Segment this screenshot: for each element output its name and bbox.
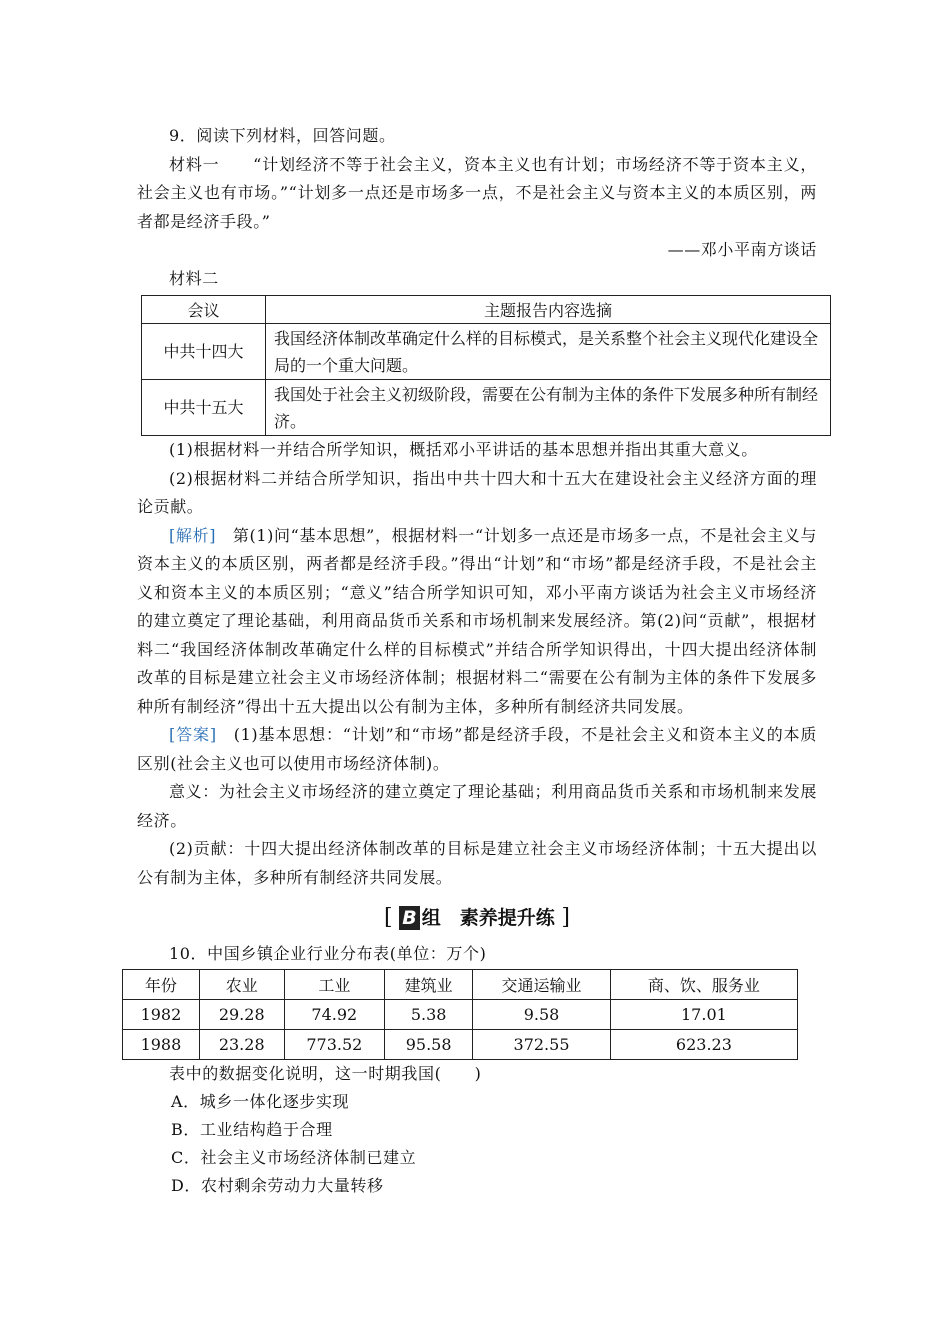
table-cell: 1988 xyxy=(123,1029,200,1059)
answer-2: (2)贡献：十四大提出经济体制改革的目标是建立社会主义市场经济体制；十五大提出以公有制为主体，多种所有制经济共同发展。 xyxy=(137,839,817,887)
table-header-cell: 工业 xyxy=(284,969,384,999)
table-cell: 9.58 xyxy=(473,999,611,1029)
material-two-label: 材料二 xyxy=(169,268,219,288)
table-cell: 773.52 xyxy=(284,1029,384,1059)
material-one-text: “计划经济不等于社会主义，资本主义也有计划；市场经济不等于资本主义，社会主义也有市场。”“计划多一点还是市场多一点，不是社会主义与资本主义的本质区别，两者都是经济手段。” xyxy=(137,154,817,231)
analysis-text: 第(1)问“基本思想”，根据材料一“计划多一点还是市场多一点，不是社会主义与资本主义的本质区别，两者都是经济手段。”得出“计划”和“市场”都是经济手段，不是社会主义和资本主义的本质区别；“意义”结合所学知识可知，邓小平南方谈话为社会主义市场经济的建立奠定了理论基础，利用商品货币关系和市场机制来发展经济。第(2)问“贡献”，根据材料二“我国经济体制改革确定什么样的目标模式”并结合所学知识得出，十四大提出经济体制改革的目标是建立社会主义市场经济体制；根据材料二“需要在公有制为主体的条件下发展多种所有制经济”得出十五大提出以公有制为主体，多种所有制经济共同发展。 xyxy=(137,525,817,716)
table-row xyxy=(123,1029,798,1059)
table-cell: 29.28 xyxy=(199,999,284,1029)
table-header-cell: 农业 xyxy=(199,969,284,999)
table-row xyxy=(123,999,798,1029)
table-cell: 95.58 xyxy=(385,1029,473,1059)
material-one-label: 材料一 xyxy=(169,154,220,174)
table-cell-meeting: 中共十五大 xyxy=(142,380,266,436)
q10-stem: 10．中国乡镇企业行业分布表(单位：万个) xyxy=(169,944,487,963)
option-a: A．城乡一体化逐步实现 xyxy=(171,1092,350,1111)
material-two-table xyxy=(141,295,831,436)
table-cell: 17.01 xyxy=(610,999,797,1029)
q10-question: 表中的数据变化说明，这一时期我国( ) xyxy=(169,1063,482,1083)
section-bracket-open: [ xyxy=(384,905,393,930)
document-page xyxy=(137,122,817,1200)
table-header-row xyxy=(123,969,798,999)
material-one-source: ——邓小平南方谈话 xyxy=(667,240,817,259)
table-cell-meeting: 中共十四大 xyxy=(142,324,266,380)
table-header-row xyxy=(142,296,831,324)
answer-1-text: (1)基本思想：“计划”和“市场”都是经济手段，不是社会主义和资本主义的本质区别(社会主义也可以使用市场经济体制)。 xyxy=(137,725,818,773)
table-row xyxy=(142,380,831,436)
analysis xyxy=(137,522,817,722)
q9-stem: 9．阅读下列材料，回答问题。 xyxy=(169,126,396,145)
material-one xyxy=(137,151,817,237)
option-b: B．工业结构趋于合理 xyxy=(171,1120,333,1139)
section-bracket-close: ] xyxy=(561,905,570,930)
table-header-cell: 商、饮、服务业 xyxy=(610,969,797,999)
answer-1 xyxy=(137,721,817,778)
section-letter: B xyxy=(399,906,419,930)
table-cell-content: 我国经济体制改革确定什么样的目标模式，是关系整个社会主义现代化建设全局的一个重大问题。 xyxy=(266,324,831,380)
answer-1-significance: 意义：为社会主义市场经济的建立奠定了理论基础；利用商品货币关系和市场机制来发展经济。 xyxy=(137,782,817,830)
section-banner xyxy=(137,900,817,936)
section-title: 组 素养提升练 xyxy=(421,907,555,929)
answer-tag: [答案] xyxy=(169,725,217,744)
option-c: C．社会主义市场经济体制已建立 xyxy=(171,1148,417,1167)
table-cell: 5.38 xyxy=(385,999,473,1029)
table-cell: 23.28 xyxy=(199,1029,284,1059)
q10-table xyxy=(122,969,798,1060)
option-d: D．农村剩余劳动力大量转移 xyxy=(171,1176,384,1195)
table-cell-content: 我国处于社会主义初级阶段，需要在公有制为主体的条件下发展多种所有制经济。 xyxy=(266,380,831,436)
table-header-cell: 主题报告内容选摘 xyxy=(266,296,831,324)
q9-sub-question-1: (1)根据材料一并结合所学知识，概括邓小平讲话的基本思想并指出其重大意义。 xyxy=(169,440,758,459)
table-header-cell: 会议 xyxy=(142,296,266,324)
table-header-cell: 交通运输业 xyxy=(473,969,611,999)
table-cell: 623.23 xyxy=(610,1029,797,1059)
table-cell: 1982 xyxy=(123,999,200,1029)
analysis-tag: [解析] xyxy=(169,525,217,545)
table-cell: 74.92 xyxy=(284,999,384,1029)
table-cell: 372.55 xyxy=(473,1029,611,1059)
table-header-cell: 建筑业 xyxy=(385,969,473,999)
table-header-cell: 年份 xyxy=(123,969,200,999)
table-row xyxy=(142,324,831,380)
q9-sub-question-2: (2)根据材料二并结合所学知识，指出中共十四大和十五大在建设社会主义经济方面的理论贡献。 xyxy=(137,468,817,516)
